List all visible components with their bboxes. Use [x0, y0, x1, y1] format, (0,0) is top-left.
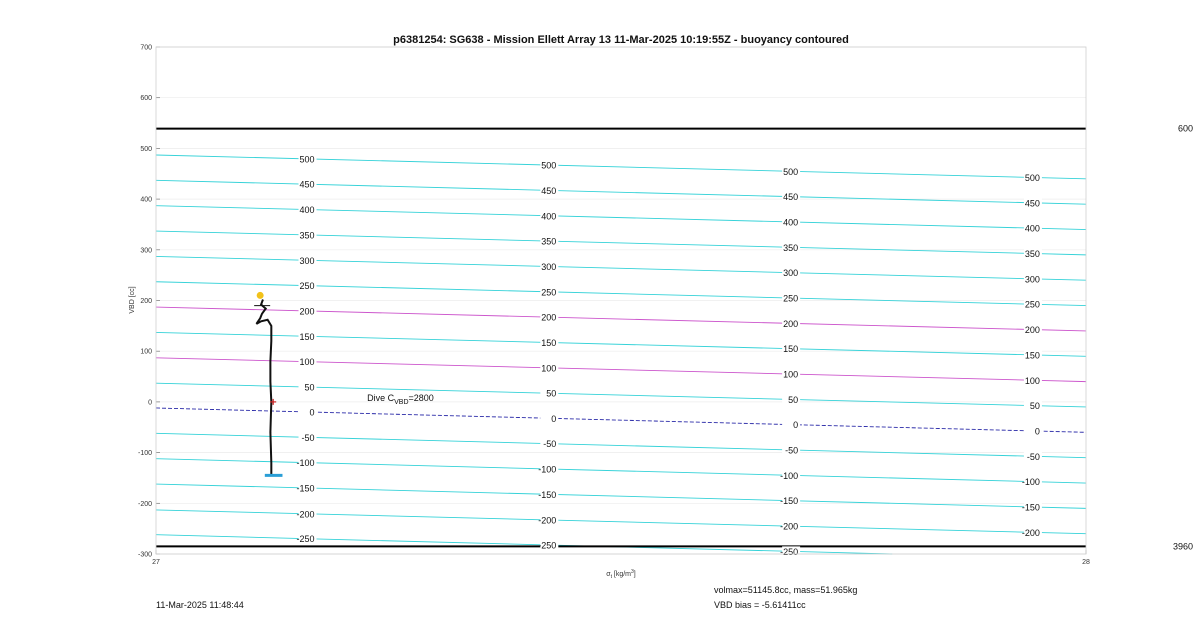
contour-label: 350: [1024, 249, 1040, 260]
contour-label: -150: [1021, 502, 1040, 513]
contour-label: -50: [543, 439, 557, 450]
contour-label: -200: [538, 515, 557, 526]
contour-label: 400: [299, 205, 315, 216]
contour-label: -250: [296, 534, 315, 545]
start-marker: [257, 292, 264, 299]
contour-label: 200: [541, 312, 557, 323]
contour-label: -250: [538, 540, 557, 551]
contour-label: 150: [1024, 350, 1040, 361]
contour-label: 300: [1024, 274, 1040, 285]
contour-label: 350: [299, 230, 315, 241]
y-tick-label: -300: [137, 551, 152, 559]
contour-label: 450: [299, 179, 315, 190]
reference-line-label: 600: [1177, 123, 1193, 134]
contour-label: 0: [309, 407, 315, 418]
contour-label: 250: [541, 287, 557, 298]
contour-label: 100: [541, 363, 557, 374]
contour-label: 400: [783, 217, 799, 228]
x-axis-label-sub: t: [610, 574, 612, 580]
contour-label: 50: [304, 382, 315, 393]
contour-label: 250: [1024, 299, 1040, 310]
footer-timestamp: 11-Mar-2025 11:48:44: [156, 600, 244, 610]
contour-label: 450: [1024, 198, 1040, 209]
x-axis-label: $\sigma_t$ $[kg/m^3]$: [606, 569, 636, 580]
footer-vbd-bias: VBD bias = -5.61411cc: [714, 600, 806, 610]
contour-label: 300: [541, 261, 557, 272]
contour-label: 100: [299, 357, 315, 368]
contour-label: -100: [1021, 477, 1040, 488]
contour-label: 350: [541, 236, 557, 247]
contour-label: 0: [1034, 426, 1040, 437]
contour-label: 100: [1024, 375, 1040, 386]
y-axis-label: VBD [cc]: [129, 286, 136, 314]
contour-label: 50: [788, 394, 799, 405]
contour-label: 350: [783, 242, 799, 253]
contour-label: 150: [541, 338, 557, 349]
contour-label: 500: [299, 154, 315, 165]
contour-label: 400: [541, 211, 557, 222]
contour-label: 250: [783, 293, 799, 304]
contour-label: 450: [783, 192, 799, 203]
annotation-part: Dive C: [367, 392, 395, 403]
y-tick-label: 0: [148, 399, 152, 407]
y-tick-label: 300: [140, 247, 152, 255]
contour-label: 150: [299, 331, 315, 342]
contour-label: -200: [1021, 527, 1040, 538]
y-tick-label: 600: [140, 95, 152, 103]
contour-label: 300: [299, 255, 315, 266]
contour-label: 500: [541, 160, 557, 171]
y-tick-label: 500: [140, 145, 152, 153]
annotation-part: VBD: [394, 398, 409, 406]
contour-label: 100: [783, 369, 799, 380]
contour-label: 200: [299, 306, 315, 317]
contour-label: 50: [1029, 401, 1040, 412]
contour-label: 0: [793, 420, 799, 431]
contour-label: 500: [1024, 172, 1040, 183]
footer-volmax: volmax=51145.8cc, mass=51.965kg: [714, 585, 858, 595]
y-tick-label: 700: [140, 44, 152, 52]
contour-label: 150: [783, 344, 799, 355]
y-tick-label: 100: [140, 348, 152, 356]
y-tick-label: 200: [140, 298, 152, 305]
contour-label: 250: [299, 281, 315, 292]
contour-label: 0: [551, 413, 557, 424]
y-tick-label: -200: [137, 500, 152, 508]
y-tick-label: 400: [140, 196, 152, 204]
contour-label: -200: [296, 509, 315, 520]
contour-label: -150: [780, 496, 799, 507]
contour-label: -100: [538, 464, 557, 475]
contour-label: 500: [783, 166, 799, 177]
contour-label: -50: [301, 432, 315, 443]
chart-title: p6381254: SG638 - Mission Ellett Array 13 11-Mar-2025 10:19:55Z - buoyancy contoured: [393, 34, 849, 46]
contour-label: -100: [780, 470, 799, 481]
contour-label: 300: [783, 268, 799, 279]
contour-label: -100: [296, 458, 315, 469]
contour-label: 400: [1024, 223, 1040, 234]
contour-label: 50: [546, 388, 557, 399]
contour-label: 200: [1024, 325, 1040, 336]
x-tick-label: 27: [152, 559, 160, 566]
x-tick-label: 28: [1082, 559, 1090, 566]
y-tick-label: -100: [137, 450, 152, 458]
annotation-part: =2800: [408, 392, 434, 403]
contour-label: 450: [541, 185, 557, 196]
contour-label: -150: [296, 483, 315, 494]
contour-label: -250: [780, 546, 799, 557]
contour-label: -150: [538, 489, 557, 500]
reference-line-label: 3960: [1172, 541, 1193, 552]
contour-label: 200: [783, 318, 799, 329]
contour-label: -50: [785, 445, 799, 456]
contour-label: -50: [1026, 451, 1040, 462]
contour-label: -200: [780, 521, 799, 532]
